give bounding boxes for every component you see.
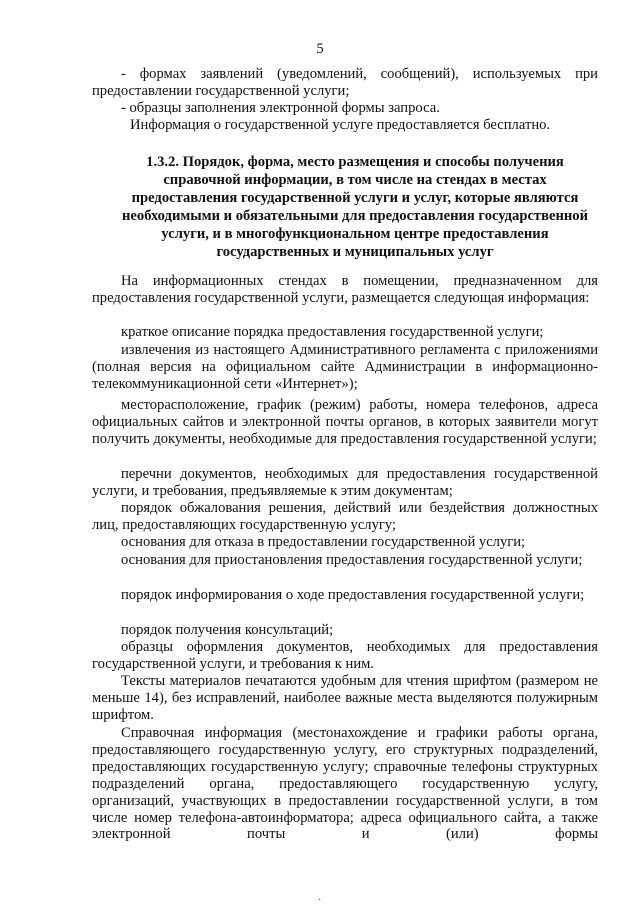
list-item: порядок информирования о ходе предоставления государственной услуги; bbox=[121, 587, 585, 603]
list-item: краткое описание порядка предоставления государственной услуги; bbox=[121, 324, 544, 340]
list-item: образцы оформления документов, необходимых для предоставления государственной услуги, и требования к ним. bbox=[92, 639, 598, 672]
list-item: основания для отказа в предоставлении государственной услуги; bbox=[121, 534, 526, 550]
list-item: основания для приостановления предоставления государственной услуги; bbox=[121, 552, 583, 568]
page-number: 5 bbox=[316, 41, 324, 57]
list-item: порядок обжалования решения, действий или бездействия должностных лиц, предоставляющих государственную услугу; bbox=[92, 500, 598, 533]
intro-paragraph: На информационных стендах в помещении, предназначенном для предоставления государственной услуги, размещается следующая информация: bbox=[92, 273, 598, 306]
list-item: месторасположение, график (режим) работы, номера телефонов, адреса официальных сайтов и электронной почты органов, в которых заявители могут получить документы, необходимые для предоставления государственной услуги; bbox=[92, 397, 598, 447]
scan-speck: · bbox=[318, 895, 322, 906]
fonts-paragraph: Тексты материалов печатаются удобным для чтения шрифтом (размером не меньше 14), без исправлений, наиболее важные места выделяются полужирным шрифтом. bbox=[92, 673, 598, 723]
top-item-1: - формах заявлений (уведомлений, сообщений), используемых при bbox=[121, 66, 598, 82]
list-item: порядок получения консультаций; bbox=[121, 622, 334, 638]
list-item: извлечения из настоящего Административного регламента с приложениями (полная версия на официальном сайте Администрации в информационно-телекоммуникационной сети «Интернет»); bbox=[92, 342, 598, 392]
section-heading: 1.3.2. Порядок, форма, место размещения и способы получения справочной информации, в том числе на стендах в местах предоставления государственной услуги и услуг, которые являются необходимыми и обязательными для предоставления государственной услуги, и в многофункциональном центре предоставления государственных и муниципальных услуг bbox=[122, 154, 588, 260]
list-item: перечни документов, необходимых для предоставления государственной услуги, и требования, предъявляемые к этим документам; bbox=[92, 466, 598, 499]
top-item-1-continued: предоставлении государственной услуги; bbox=[92, 83, 350, 99]
free-info-line: Информация о государственной услуге предоставляется бесплатно. bbox=[130, 117, 551, 133]
top-item-2: - образцы заполнения электронной формы запроса. bbox=[121, 100, 440, 116]
reference-info-paragraph: Справочная информация (местонахождение и графики работы органа, предоставляющего государственную услугу, его структурных подразделений, предоставляющих государственную услугу; справочные телефоны структурных подразделений органа, предоставляющего государственную услугу, организаций, участвующих в предоставлении государственной услуги, в том числе номер телефона-автоинформатора; адреса официального сайта, а также электронной почты и (или) формы bbox=[92, 725, 598, 843]
